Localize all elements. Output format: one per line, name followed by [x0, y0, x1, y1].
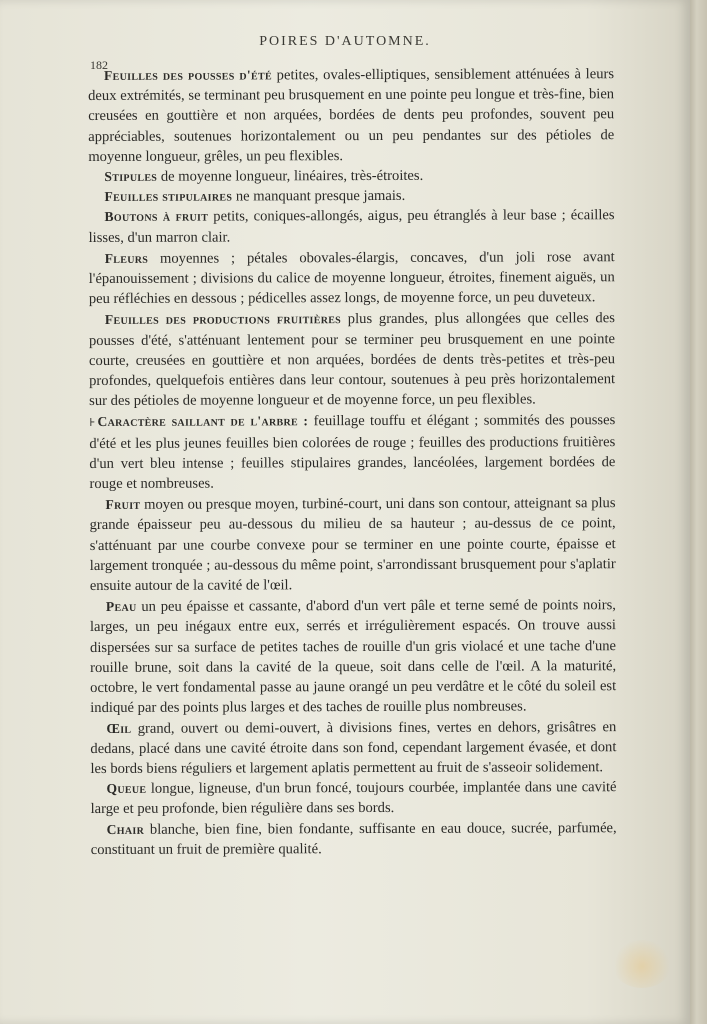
- paragraph-body: petites, ovales-elliptiques, sensiblement atténuées à leurs deux extrémités, se terminant peu brusquement en une pointe peu longue et très-fine, bien creusées en gouttière et non arquées, bordées de dents peu profondes, souvent peu appréciables, soutenues horizontalement ou un peu pendantes sur des pétioles de moyenne longueur, grêles, un peu flexibles.: [88, 66, 615, 165]
- paragraph-body: blanche, bien fine, bien fondante, suffisante en eau douce, sucrée, parfumée, constituant un fruit de première qualité.: [90, 819, 617, 858]
- term-label: Queue: [106, 780, 147, 797]
- term-label: Fruit: [105, 497, 141, 513]
- paragraph-eye: [90, 717, 616, 779]
- paragraph-skin: [90, 595, 616, 718]
- page-number: 182: [90, 58, 108, 72]
- paragraph-tree-character: [89, 411, 615, 495]
- paragraph-flowers: [89, 247, 615, 309]
- paragraph-fruiting-leaves: [89, 309, 615, 412]
- term-label: Peau: [105, 599, 137, 615]
- running-head: POIRES D'AUTOMNE.: [259, 34, 431, 49]
- paragraph-summer-leaves: [88, 64, 614, 167]
- paragraph-stipular-leaves: [88, 185, 614, 207]
- term-label: Boutons à fruit: [104, 209, 209, 225]
- paragraph-body: grand, ouvert ou demi-ouvert, à divisions fines, vertes en dehors, grisâtres en dedans, placé dans une cavité étroite dans son fond, cependant largement évasée, et dont les bords biens réguliers et largement aplatis permettent au fruit de s'asseoir solidement.: [90, 718, 617, 777]
- marginal-mark: ⊦: [89, 417, 96, 430]
- term-label: Chair: [106, 821, 145, 837]
- description-text: [88, 64, 617, 860]
- term-label: Feuilles stipulaires: [104, 188, 233, 205]
- page-edge: [690, 0, 707, 1024]
- paragraph-fruit-buds: [88, 206, 614, 248]
- term-label: Œil: [106, 720, 132, 736]
- paragraph-flesh: [91, 818, 617, 860]
- term-label: Feuilles des pousses d'été: [104, 67, 272, 83]
- term-label: Fleurs: [104, 250, 149, 266]
- paragraph-body: longue, ligneuse, d'un brun foncé, toujours courbée, implantée dans une cavité large et peu profonde, bien régulière dans ses bords.: [90, 779, 617, 818]
- paragraph-body: de moyenne longueur, linéaires, très-étroites.: [157, 167, 424, 185]
- paragraph-body: moyennes ; pétales obovales-élargis, concaves, d'un joli rose avant l'épanouissement ; divisions du calice de moyenne longueur, étroites, finement aiguës, un peu réfléchies en dessous ; pédicelles assez longs, de moyenne force, un peu duveteux.: [88, 248, 615, 308]
- paper-stain: [612, 940, 672, 988]
- paragraph-body: plus grandes, plus allongées que celles des pousses d'été, s'atténuant lentement pour se terminer peu brusquement en une pointe courte, creusées en gouttière et non arquées, bordées de dents très-petites et très-peu profondes, quelquefois entières dans leur contour, soutenues à peu près horizontalement sur des pétioles de moyenne longueur et de moyenne force, un peu flexibles.: [88, 310, 616, 410]
- term-label: Caractère saillant de l'arbre :: [97, 413, 309, 430]
- paragraph-stalk: [90, 777, 616, 819]
- term-label: Stipules: [104, 168, 158, 184]
- paragraph-body: feuillage touffu et élégant ; sommités des pousses d'été et les plus jeunes feuilles bien colorées de rouge ; feuilles des productions fruitières d'un vert bleu intense ; feuilles stipulaires grandes, lancéolées, largement bordées de rouge et nombreuses.: [89, 412, 616, 493]
- term-label: Feuilles des productions fruitières: [104, 311, 342, 328]
- paragraph-fruit: [89, 493, 615, 596]
- paragraph-stipules: [88, 165, 614, 187]
- paragraph-body: petits, coniques-allongés, aigus, peu étranglés à leur base ; écailles lisses, d'un marron clair.: [88, 207, 615, 246]
- paragraph-body: un peu épaisse et cassante, d'abord d'un vert pâle et terne semé de points noirs, larges, un peu inégaux entre eux, serrés et irrégulièrement espacés. On trouve aussi dispersées sur sa surface de petites taches de rouille d'un gris violacé et une tache d'une rouille brune, soit dans la cavité de la queue, soit dans celle de l'œil. A la maturité, octobre, le vert fondamental passe au jaune orangé un peu verdâtre et le côté du soleil est indiqué par des points plus larges et des taches de rouille plus nombreuses.: [89, 597, 617, 717]
- paragraph-body: ne manquant presque jamais.: [232, 188, 406, 205]
- paragraph-body: moyen ou presque moyen, turbiné-court, uni dans son contour, atteignant sa plus grande épaisseur peu au-dessous du milieu de sa hauteur ; au-dessus de ce point, s'atténuant par une courbe convexe pour se terminer en une pointe courte, épaisse et largement tronquée ; au-dessous du même point, s'arrondissant brusquement pour s'aplatir ensuite autour de la cavité de l'œil.: [89, 495, 616, 595]
